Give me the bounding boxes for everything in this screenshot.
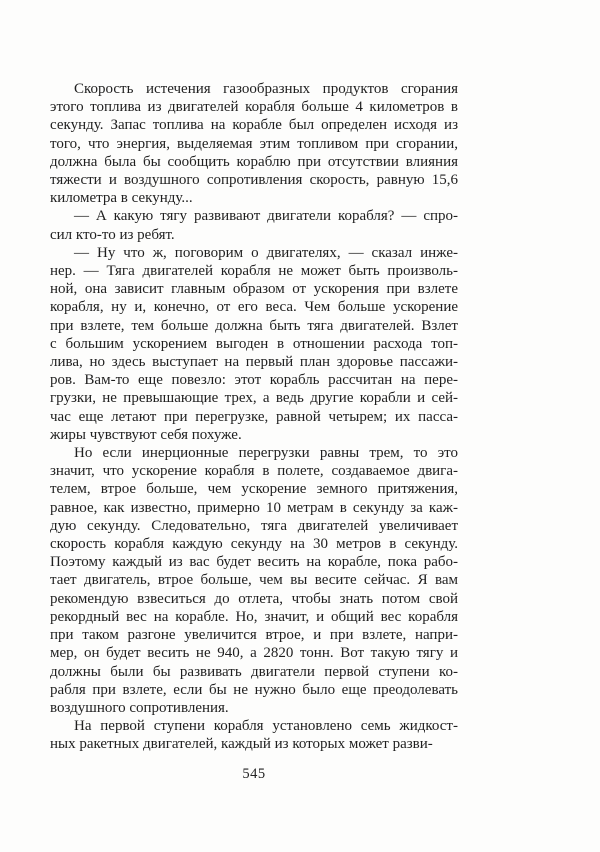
paragraph: [50, 444, 458, 717]
text-line: сил кто-то из ребят.: [50, 226, 175, 243]
body-text: [50, 80, 458, 754]
paragraph: [50, 80, 458, 207]
text-line: километра в секунду...: [50, 190, 193, 207]
paragraph: [50, 207, 458, 243]
text-line: дую секунду. Следовательно, тяга двигателей увеличивает: [50, 517, 458, 534]
text-line: рекордный вес на корабле. Но, значит, и общий вес корабля: [50, 608, 458, 625]
text-line: Поэтому каждый из вас будет весить на корабле, пока рабо-: [50, 554, 458, 571]
text-line: телем, втрое больше, чем ускорение земного притяжения,: [50, 481, 458, 498]
text-line: тяжести и воздушного сопротивления скорость, равную 15,6: [50, 172, 458, 189]
text-line: воздушного сопротивления.: [50, 699, 229, 716]
text-line: грузки, не превышающие трех, а ведь другие корабли и сей-: [50, 390, 458, 407]
text-line: лива, но здесь выступает на первый план здоровье пассажи-: [50, 354, 458, 371]
text-line: На первой ступени корабля установлено семь жидкост-: [74, 718, 458, 735]
text-line: должна была бы сообщить кораблю при отсутствии влияния: [50, 153, 458, 170]
text-line: корабля, ну и, конечно, от его веса. Чем больше ускорение: [50, 299, 458, 316]
text-line: мер, он будет весить не 940, а 2820 тонн. Вот такую тягу и: [50, 645, 458, 662]
paragraph: [50, 244, 458, 444]
text-line: равное, как известно, примерно 10 метрам в секунду за каж-: [50, 499, 458, 516]
text-line: рекомендую взвеситься до отлета, чтобы знать потом свой: [50, 590, 458, 607]
text-line: ров. Вам-то еще повезло: этот корабль рассчитан на пере-: [50, 372, 458, 389]
text-line: этого топлива из двигателей корабля больше 4 километров в: [50, 99, 458, 116]
page-number: 545: [242, 766, 266, 782]
text-line: Скорость истечения газообразных продуктов сгорания: [74, 81, 458, 97]
text-line: Но если инерционные перегрузки равны трем, то это: [74, 445, 458, 462]
text-line: рабля при взлете, если бы не нужно было еще преодолевать: [50, 681, 458, 698]
text-line: — А какую тягу развивают двигатели корабля? — спро-: [74, 208, 458, 225]
text-line: при таком разгоне увеличится втрое, и при взлете, напри-: [50, 627, 458, 644]
text-line: — Ну что ж, поговорим о двигателях, — сказал инже-: [74, 244, 458, 261]
text-line: скорость корабля каждую секунду на 30 метров в секунду.: [50, 536, 458, 553]
text-line: значит, что ускорение корабля в полете, создаваемое двига-: [50, 463, 458, 480]
text-line: при взлете, тем больше должна быть тяга двигателей. Взлет: [50, 317, 458, 334]
text-line: должны были бы развивать двигатели первой ступени ко-: [50, 663, 458, 680]
text-line: того, что энергия, выделяемая этим топливом при сгорании,: [50, 135, 458, 152]
text-line: ных ракетных двигателей, каждый из которых может разви-: [50, 736, 433, 753]
text-line: секунду. Запас топлива на корабле был определен исходя из: [50, 117, 458, 134]
text-line: час еще летают при перегрузке, равной четырем; их пасса-: [50, 408, 458, 425]
text-line: нер. — Тяга двигателей корабля не может быть произволь-: [50, 263, 458, 280]
text-line: ной, она зависит главным образом от ускорения при взлете: [50, 281, 458, 298]
text-line: тает двигатель, втрое больше, чем вы весите сейчас. Я вам: [50, 572, 458, 589]
text-line: с большим ускорением выгоден в отношении расхода топ-: [50, 335, 458, 352]
text-line: жиры чувствуют себя похуже.: [50, 426, 242, 443]
paragraph: [50, 717, 458, 753]
